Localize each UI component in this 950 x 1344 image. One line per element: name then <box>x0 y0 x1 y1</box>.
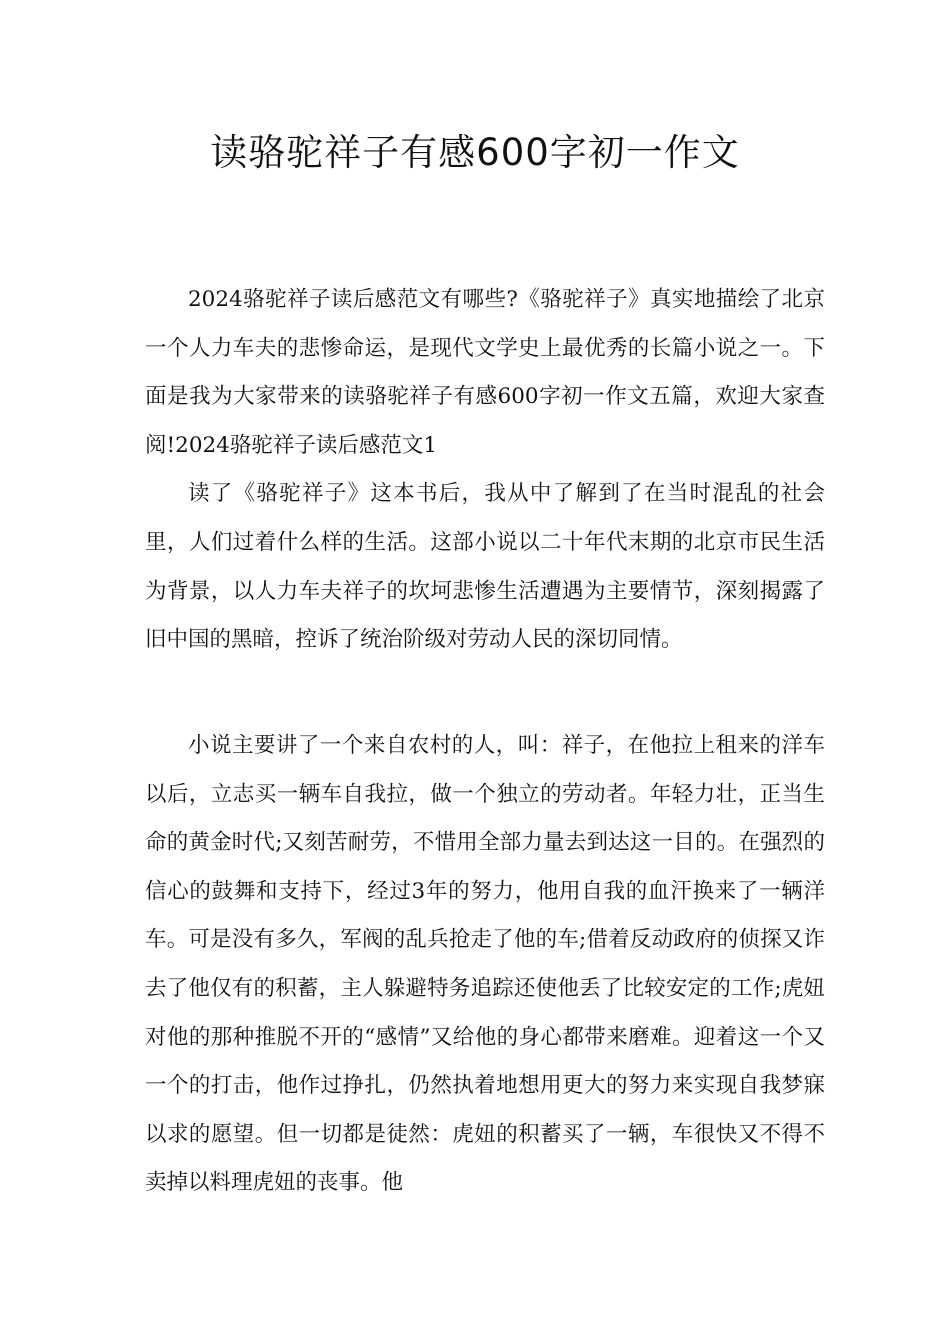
intro-section <box>145 276 825 665</box>
paragraph-3: 小说主要讲了一个来自农村的人，叫：祥子，在他拉上租来的洋车以后，立志买一辆车自我拉，做一个独立的劳动者。年轻力壮，正当生命的黄金时代;又刻苦耐劳，不惜用全部力量去到达这一目的。在强烈的信心的鼓舞和支持下，经过3年的努力，他用自我的血汗换来了一辆洋车。可是没有多久，军阀的乱兵抢走了他的车;借着反动政府的侦探又诈去了他仅有的积蓄，主人躲避特务追踪还使他丢了比较安定的工作;虎妞对他的那种推脱不开的“感情”又给他的身心都带来磨难。迎着这一个又一个的打击，他作过挣扎，仍然执着地想用更大的努力来实现自我梦寐以求的愿望。但一切都是徒然：虎妞的积蓄买了一辆，车很快又不得不卖掉以料理虎妞的丧事。他 <box>145 733 825 1196</box>
document-title: 读骆驼祥子有感600字初一作文 <box>210 131 740 174</box>
summary-section <box>145 722 825 1208</box>
paragraph-intro: 2024骆驼祥子读后感范文有哪些?《骆驼祥子》真实地描绘了北京一个人力车夫的悲惨命运，是现代文学史上最优秀的长篇小说之一。下面是我为大家带来的读骆驼祥子有感600字初一作文五篇，欢迎大家查阅!2024骆驼祥子读后感范文1 <box>145 287 825 458</box>
paragraph-2: 读了《骆驼祥子》这本书后，我从中了解到了在当时混乱的社会里，人们过着什么样的生活。这部小说以二十年代末期的北京市民生活为背景，以人力车夫祥子的坎坷悲惨生活遭遇为主要情节，深刻揭露了旧中国的黑暗，控诉了统治阶级对劳动人民的深切同情。 <box>145 481 825 653</box>
